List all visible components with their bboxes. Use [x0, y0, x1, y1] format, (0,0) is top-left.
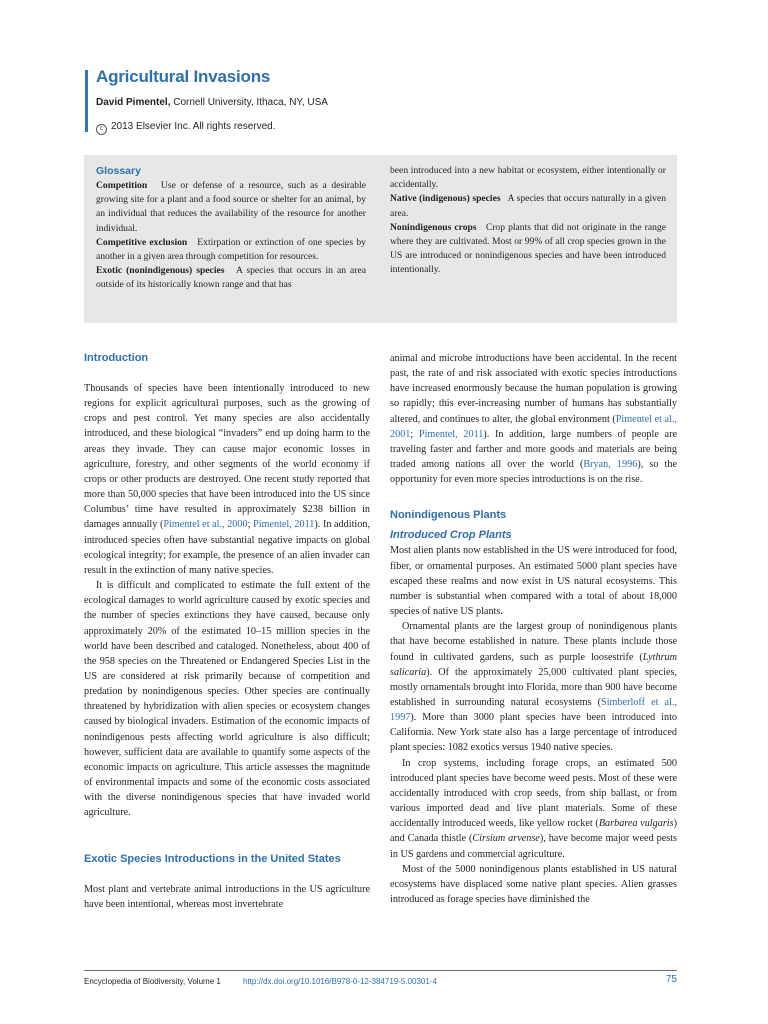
glossary-entry-continued	[390, 164, 666, 192]
page-number: 75	[665, 974, 677, 985]
section-heading-exotic-species: Exotic Species Introductions in the United States	[84, 852, 341, 865]
copyright-icon: c	[96, 124, 107, 135]
glossary-definition: been introduced into a new habitat or ecosystem, either intentionally or accidentally.	[390, 165, 666, 191]
glossary-title: Glossary	[96, 165, 141, 177]
glossary-entry	[390, 192, 666, 220]
glossary-column-right	[390, 164, 666, 278]
article-title: Agricultural Invasions	[96, 67, 271, 86]
footer-doi-link[interactable]: http://dx.doi.org/10.1016/B978-0-12-384719-5.00301-4	[243, 977, 437, 986]
glossary-term: Native (indigenous) species	[390, 193, 501, 205]
paragraph: Ornamental plants are the largest group of nonindigenous plants that have become established in nature. These plants include those found in cultivated gardens, such as purple loosestrife (Lythrum salicaria). Of the approximately 25,000 cultivated plant species, mostly ornamentals brought into Florida, more than 900 have become established in surrounding natural ecosystems (Simberloff et al., 1997). More than 3000 plant species have been introduced into California. New York state also has a large percentage of introduced plant species: 1082 exotics versus 1940 native species.	[390, 621, 677, 754]
subsection-heading-introduced-crop-plants: Introduced Crop Plants	[390, 529, 512, 542]
glossary-definition: Use or defense of a resource, such as a desirable growing site for a plant and a food source or shelter for an animal, by an individual that reduces the availability of the resource for another individual.	[96, 180, 366, 234]
glossary-entry	[96, 236, 366, 264]
glossary-term: Competitive exclusion	[96, 236, 188, 248]
paragraph: Thousands of species have been intentionally introduced to new regions for explicit agricultural purposes, such as the growing of crops and pest control. Yet many species are also accidentally introduced, and these biological “invaders” end up doing harm to the areas they invade. They can cause major economic losses in agriculture, forestry, and other segments of the world economy if crops or other products are destroyed. One recent study reported that more than 50,000 species that have been introduced into the US since Columbus’ time have resulted in approximately $238 billion in damages annually (Pimentel et al., 2000; Pimentel, 2011). In addition, introduced species often have substantial negative impacts on global ecological integrity; for example, the presence of an alien invader can result in the extinction of many native species.	[84, 383, 370, 576]
species-name: Lythrum salicaria	[390, 651, 677, 678]
footer-divider	[84, 970, 677, 971]
copyright-line	[96, 121, 276, 135]
citation-link[interactable]: Pimentel et al., 2001	[390, 413, 677, 440]
species-name: Cirsium arvense	[472, 833, 540, 845]
glossary-entry	[390, 221, 666, 278]
glossary-box	[84, 155, 677, 323]
section-heading-nonindigenous-plants: Nonindigenous Plants	[390, 509, 507, 522]
paragraph: animal and microbe introductions have been accidental. In the recent past, the rate of and risk associated with exotic species introductions have increased enormously because the human population is growing so rapidly; this ever-increasing number of humans has substantially altered, and continues to alter, the global environment (Pimentel et al., 2001; Pimentel, 2011). In addition, large numbers of people are traveling faster and farther and more goods and materials are being traded among nations all over the world (Bryan, 1996), so the opportunity for even more species introductions is on the rise.	[390, 353, 677, 486]
glossary-definition: A species that occurs in an area outside of its historically known range and that has	[96, 265, 366, 291]
species-name: Barbarea vulgaris	[598, 818, 674, 830]
citation-link[interactable]: Pimentel, 2011	[418, 428, 484, 440]
citation-link[interactable]: Pimentel, 2011	[253, 519, 315, 531]
header-accent-bar	[85, 70, 88, 132]
glossary-definition: A species that occurs naturally in a given area.	[390, 193, 667, 219]
paragraph: In crop systems, including forage crops, an estimated 500 introduced plant species have become weed pests. Most of these were accidentally introduced with crop seeds, from ship ballast, or from various imported dead and live plant materials. Some of these accidentally introduced weeds, like yellow rocket (Barbarea vulgaris) and Canada thistle (Cirsium arvense), have become major weed pests in US gardens and commercial agriculture.	[390, 757, 677, 860]
paragraph: Most plant and vertebrate animal introductions in the US agriculture have been intentional, whereas most invertebrate	[84, 883, 370, 910]
glossary-definition: Extirpation or extinction of one species by another in a given area through competition for resources.	[96, 236, 366, 263]
paragraph: Most of the 5000 nonindigenous plants established in US natural ecosystems have displaced some native plant species. Alien grasses introduced as forage species have diminished the	[390, 863, 677, 905]
glossary-entry	[96, 264, 366, 292]
section-heading-introduction: Introduction	[84, 352, 149, 364]
glossary-entry	[96, 179, 366, 236]
glossary-term: Competition	[96, 180, 148, 191]
glossary-definition: Crop plants that did not originate in the range where they are cultivated. Most or 99% of all crop species grown in the US are introduced or nonindigenous species and have been introduced intentionally.	[390, 221, 666, 276]
author-name: David Pimentel,	[96, 97, 171, 108]
glossary-term: Exotic (nonindigenous) species	[96, 265, 225, 277]
citation-link[interactable]: Pimentel et al., 2000	[163, 519, 248, 531]
glossary-term: Nonindigenous crops	[390, 221, 477, 233]
body-column-left	[84, 351, 370, 912]
author-affiliation: Cornell University, Ithaca, NY, USA	[170, 97, 328, 108]
paragraph: Most alien plants now established in the US were introduced for food, fiber, or ornamental purposes. An estimated 5000 plant species have escaped these realms and now exist in US natural ecosystems. This number is substantial when compared with a total of about 18,000 species of native US plants.	[390, 545, 677, 618]
glossary-column-left	[96, 164, 366, 293]
citation-link[interactable]: Simberloff et al., 1997	[390, 696, 677, 724]
citation-link[interactable]: Bryan, 1996	[583, 459, 638, 471]
footer-journal: Encyclopedia of Biodiversity, Volume 1	[84, 977, 221, 986]
copyright-text: 2013 Elsevier Inc. All rights reserved.	[111, 121, 276, 132]
author-line	[96, 97, 328, 108]
paragraph: It is difficult and complicated to estimate the full extent of the ecological damages to world agriculture caused by exotic species and the number of species extinctions they have caused, because only approximately 20% of the estimated 10–15 million species in the world have been described and cataloged. Nonetheless, about 400 of the 958 species on the Threatened or Endangered Species List in the US are considered at risk primarily because of competition and predation by nonindigenous species. Other species are continually threatened by hybridization with alien species or ecosystem changes caused by biological invaders. Estimation of the economic impacts of nonindigenous pests affecting world agriculture is also difficult; however, sufficient data are available to quantify some aspects of the economic impacts on agriculture. This article assesses the magnitude of environmental impacts and some of the economic costs associated with the diverse nonindigenous species that have invaded world agriculture.	[84, 580, 370, 819]
body-column-right	[390, 351, 677, 907]
